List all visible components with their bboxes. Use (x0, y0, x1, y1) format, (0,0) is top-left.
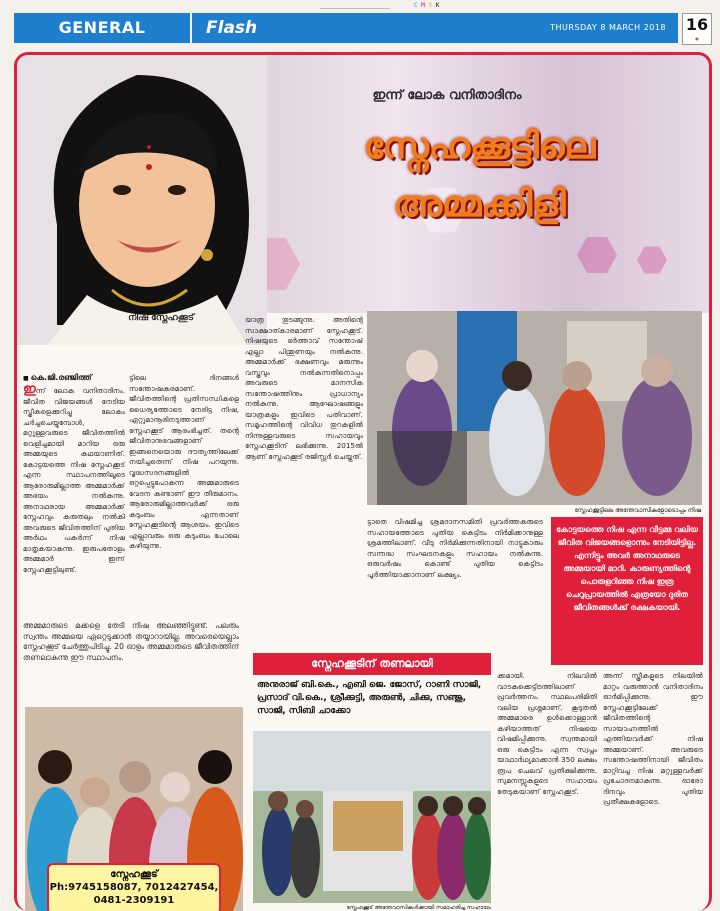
pull-quote-text: കോട്ടയത്തെ നിഷ എന്ന വീട്ടമ്മ വലിയ ജീവിത വിജയങ്ങളൊന്നും നേടിയിട്ടില്ല. എന്നിട്ടും അവർ അനാഥരുടെ അമ്മയായി മാറി. കാരുണ്യത്തിന്റെ പൊരുളറിഞ്ഞ നിഷ ഇത്ര ചെറുപ്രായത്തിൽ എത്രയോ ദുരിത ജീവിതങ്ങൾക്ക് രക്ഷകയായി. (556, 525, 698, 612)
issue-date: THURSDAY 8 MARCH 2018 (550, 23, 666, 32)
article-column-5: ട്ടാതെ വിഷമിച്ച ശ്രമദാനസമിതി പ്രവർത്തകരുടെ സഹായത്തോടെ പുതിയ കെട്ടിടം നിർമിക്കാനുള്ള ശ്രമത്തിലാണ്. വീടു നിർമിക്കുന്നതിനായി നാട്ടുകാരും സന്നദ്ധ സംഘടനകളും സഹായം നൽകുന്നു. ഒരുവർഷം കൊണ്ട് പുതിയ കെട്ടിടം പൂർത്തിയാക്കാനാണ് ലക്ഷ്യം. (367, 517, 543, 579)
masthead-title: Flash (206, 18, 258, 38)
article-column-3: യാത്ര തുടങ്ങുന്നു. അതിന്റെ സാക്ഷാത്കാരമാണ് സ്നേഹക്കൂട്. നിഷയുടെ ഭർത്താവ് സന്തോഷ് എല്ലാ പിന്തുണയും നൽകുന്നു. അമ്മമാർക്ക് ഭക്ഷണവും മരുന്നും വസ്ത്രവും നൽകുന്നതിനൊപ്പം അവരുടെ മാനസിക സന്തോഷത്തിനും പ്രാധാന്യം നൽകുന്നു. ആഘോഷങ്ങളും യാത്രകളും ഇവിടെ പതിവാണ്. സമൂഹത്തിന്റെ വിവിധ തുറകളിൽ നിന്നുള്ളവരുടെ സഹായവും സ്നേഹക്കൂടിന് ലഭിക്കുന്നു. 2015ൽ ആണ് സ്നേഹക്കൂട് രജിസ്റ്റർ ചെയ്തത്. (245, 315, 363, 461)
cmyk-k: K (435, 2, 440, 9)
contact-title: സ്നേഹക്കൂട് (110, 869, 158, 880)
support-names: അനുരാജ് ബി.കെ., എബി ജെ. ജോസ്, റാണി സാജി, പ്രസാദ് വി.കെ., ശ്രീക്കുട്ടി, അരുൺ, ചിക്കു, സഞ്ജു, സാജി, സിബി ചാക്കോ (257, 680, 482, 716)
article-kicker: ഇന്ന് ലോക വനിതാദിനം (372, 88, 522, 103)
portrait-photo (17, 55, 267, 345)
pull-quote (551, 517, 703, 665)
group-photo-3-image (253, 731, 491, 903)
group-photo-1-image (367, 311, 702, 505)
support-title: സ്നേഹക്കൂടിന് തണലായി (253, 653, 491, 675)
cmyk-c: C (414, 2, 418, 9)
article-column-bottom-left: അമ്മമാരുടെ മക്കളെ തേടി നിഷ അലഞ്ഞിട്ടുണ്ട്. പലരും സ്വന്തം അമ്മയെ ഏറ്റെടുക്കാൻ തയ്യാറായില്ല. അവരെയെല്ലാം സ്നേഹക്കൂട് ചേർത്തുപിടിച്ചു. 20 ഓളം അമ്മമാരുടെ ജീവിതത്തിന് തണലാകുന്നു ഈ സ്ഥാപനം. (23, 621, 239, 662)
article-column-8: അന്ന് സ്ത്രീകളുടെ നിലയിൽ മാറ്റം വരുത്താൻ വനിതാദിനം ഓർമിപ്പിക്കുന്നു. ഈ സ്നേഹക്കൂട്ടിലേക്ക് ജീവിതത്തിന്റെ സായാഹ്നത്തിൽ എത്തിയവർക്ക് നിഷ അമ്മയാണ്. അവരുടെ സന്തോഷത്തിനായി ജീവിതം മാറ്റിവച്ച നിഷ മറ്റുള്ളവർക്ക് പ്രചോദനമാകുന്നു. ഓരോ ദിനവും പുതിയ പ്രതീക്ഷകളോടെ. (603, 671, 703, 806)
contact-phone: Ph:9745158087, 7012427454, (49, 882, 219, 893)
drop-cap: ഇ (23, 385, 36, 397)
print-registration-marks (0, 2, 720, 12)
contact-phone-2: 0481-2309191 (93, 895, 175, 906)
group-photo-3-caption: സ്നേഹക്കൂട് അന്തേവാസികൾക്കായി സമാഹരിച്ച സഹായം (346, 905, 491, 911)
page-number-marker: ● (695, 36, 699, 41)
article-column-7: ക്കമായി. നിലവിൽ വാടകക്കെട്ടിടത്തിലാണ് പ്രവർത്തനം. സ്ഥലപരിമിതി വലിയ പ്രശ്നമാണ്. കൂടുതൽ അമ്മമാരെ ഉൾക്കൊള്ളാൻ കഴിയാത്തത് നിഷയെ വിഷമിപ്പിക്കുന്നു. സ്വന്തമായി ഒരു കെട്ടിടം എന്ന സ്വപ്നം യാഥാർഥ്യമാക്കാൻ 350 ലക്ഷം രൂപ ചെലവ് പ്രതീക്ഷിക്കുന്നു. സുമനസ്സുകളുടെ സഹായം തേടുകയാണ് സ്നേഹക്കൂട്. (497, 671, 597, 796)
cmyk-m: M (421, 2, 425, 9)
decorative-hexagon (637, 245, 667, 275)
article-headline (257, 119, 702, 235)
section-label: GENERAL (14, 13, 190, 43)
portrait-caption: നിഷ സ്നേഹക്കൂട് (128, 313, 194, 323)
group-photo-1-caption: സ്നേഹക്കൂട്ടിലെ അന്തേവാസികളോടൊപ്പം നിഷ (574, 507, 701, 514)
cmyk-marks (414, 2, 439, 9)
decorative-hexagon (577, 235, 617, 275)
byline: ■ കെ.ജി.രഞ്ജിത്ത് (23, 373, 133, 383)
column-1-text: ന്ന് ലോക വനിതാദിനം. ജീവിത വിജയങ്ങൾ നേടിയ സ്ത്രീകളെക്കുറിച്ചു ലോകം ചർച്ചചെയ്യുമ്പോൾ, മറ്റുള്ളവരുടെ ജീവിതത്തിൽ വെളിച്ചമായി മാറിയ ഒരു അമ്മയുടെ കഥയാണിത്. കോട്ടയത്തെ നിഷ സ്നേഹക്കൂട് എന്ന സ്ഥാപനത്തിലൂടെ ആരോരുമില്ലാത്ത അമ്മമാർക്ക് അഭയം നൽകുന്നു. അനാഥരായ അമ്മമാർക്ക് സ്നേഹവും കരുതലും നൽകി അവരുടെ ജീവിതത്തിന് പുതിയ അർഥം പകർന്ന് നിഷ മാതൃകയാകുന്നു. ഇരുപതോളം അമ്മമാർ ഇന്ന് സ്നേഹക്കൂട്ടിലുണ്ട്. (23, 386, 125, 574)
headline-line-2: അമ്മക്കിളി (393, 184, 566, 225)
group-photo-3 (253, 731, 491, 903)
headline-line-1: സ്നേഹക്കൂട്ടിലെ (363, 126, 596, 167)
masthead-bar (192, 13, 678, 43)
page-number: 16 (685, 15, 709, 34)
page-header (14, 13, 678, 43)
group-photo-1 (367, 311, 702, 505)
feature-article (14, 52, 712, 911)
article-column-2: ട്ടിലെ ദിനങ്ങൾ സന്തോഷകരമാണ്. ജീവിതത്തിന്റെ പ്രതിസന്ധികളെ ധൈര്യത്തോടെ നേരിട്ട നിഷ, ഏറ്റുമാനൂരിനടുത്താണ് സ്നേഹക്കൂട് ആരംഭിച്ചത്. തന്റെ ജീവിതാനുഭവങ്ങളാണ് ഇങ്ങനെയൊരു ദൗത്യത്തിലേക്ക് നയിച്ചതെന്ന് നിഷ പറയുന്നു. വൃദ്ധസദനങ്ങളിൽ ഒറ്റപ്പെട്ടുപോകുന്ന അമ്മമാരുടെ വേദന കണ്ടാണ് ഈ തീരുമാനം. ആരോരുമില്ലാത്തവർക്ക് ഒരു കുടുംബം എന്നതാണ് സ്നേഹക്കൂടിന്റെ ആശയം. ഇവിടെ എല്ലാവരും ഒരു കുടുംബം പോലെ കഴിയുന്നു. (129, 373, 239, 550)
registration-line (320, 8, 390, 9)
cmyk-y: Y (428, 2, 433, 9)
contact-box (47, 863, 221, 911)
page-number-box (682, 13, 712, 45)
